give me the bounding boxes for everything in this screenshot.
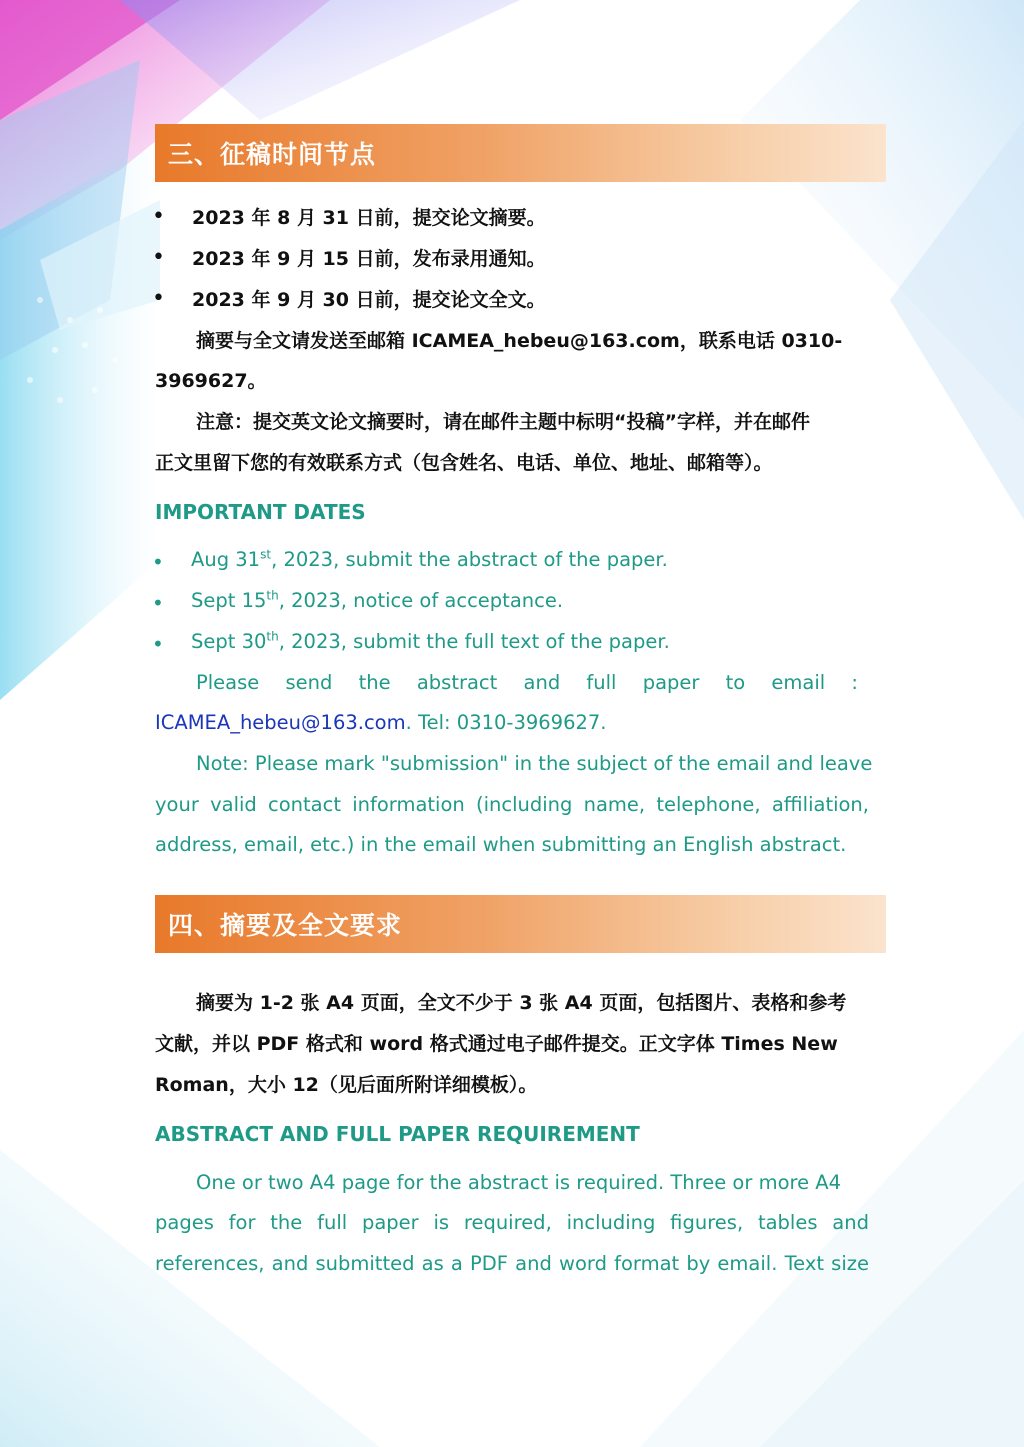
cn-email-line: 3969627。 [155, 370, 267, 392]
en-date-item: Aug 31st, 2023, submit the abstract of the paper. [191, 547, 668, 571]
cn-date-item: 2023 年 8 月 31 日前，提交论文摘要。 [192, 207, 546, 229]
en-requirement-line: One or two A4 page for the abstract is required. Three or more A4 [196, 1171, 842, 1194]
bullet-icon: • [152, 204, 165, 229]
cn-email-line: 摘要与全文请发送至邮箱 ICAMEA_hebeu@163.com，联系电话 0310- [196, 330, 843, 352]
cn-requirement-line: Roman，大小 12（见后面所附详细模板）。 [155, 1074, 538, 1096]
bullet-icon: • [152, 245, 165, 270]
email-link[interactable]: ICAMEA_hebeu@163.com [155, 711, 406, 734]
section-title: 三、征稿时间节点 [168, 140, 377, 169]
bullet-icon: • [152, 550, 164, 574]
cn-requirement-line: 文献，并以 PDF 格式和 word 格式通过电子邮件提交。正文字体 Times New [155, 1033, 838, 1055]
en-requirement-line: pages for the full paper is required, including figures, tables and [155, 1211, 869, 1234]
en-email-line: Please send the abstract and full paper to email : [196, 671, 858, 694]
en-date-item: Sept 15th, 2023, notice of acceptance. [191, 588, 564, 612]
en-email-line: ICAMEA_hebeu@163.com. Tel: 0310-3969627. [155, 711, 607, 734]
bullet-icon: • [152, 286, 165, 311]
bullet-icon: • [152, 632, 164, 656]
bullet-icon: • [152, 591, 164, 615]
en-note-line: your valid contact information (including name, telephone, affiliation, [155, 793, 869, 816]
section-header-submission-timeline [155, 124, 886, 182]
en-heading-abstract-requirement: ABSTRACT AND FULL PAPER REQUIREMENT [155, 1122, 640, 1146]
cn-date-item: 2023 年 9 月 15 日前，发布录用通知。 [192, 248, 546, 270]
en-heading-important-dates: IMPORTANT DATES [155, 500, 366, 524]
en-date-item: Sept 30th, 2023, submit the full text of the paper. [191, 629, 670, 653]
en-note-line: address, email, etc.) in the email when submitting an English abstract. [155, 833, 847, 856]
cn-note-line: 正文里留下您的有效联系方式（包含姓名、电话、单位、地址、邮箱等）。 [155, 452, 773, 474]
cn-requirement-line: 摘要为 1-2 张 A4 页面，全文不少于 3 张 A4 页面，包括图片、表格和参考 [196, 992, 847, 1014]
cn-date-item: 2023 年 9 月 30 日前，提交论文全文。 [192, 289, 546, 311]
en-note-line: Note: Please mark "submission" in the subject of the email and leave [196, 752, 873, 775]
cn-note-line: 注意：提交英文论文摘要时，请在邮件主题中标明“投稿”字样，并在邮件 [196, 411, 810, 433]
section-title: 四、摘要及全文要求 [168, 911, 403, 940]
section-header-paper-requirements [155, 895, 886, 953]
en-requirement-line: references, and submitted as a PDF and word format by email. Text size [155, 1252, 869, 1275]
